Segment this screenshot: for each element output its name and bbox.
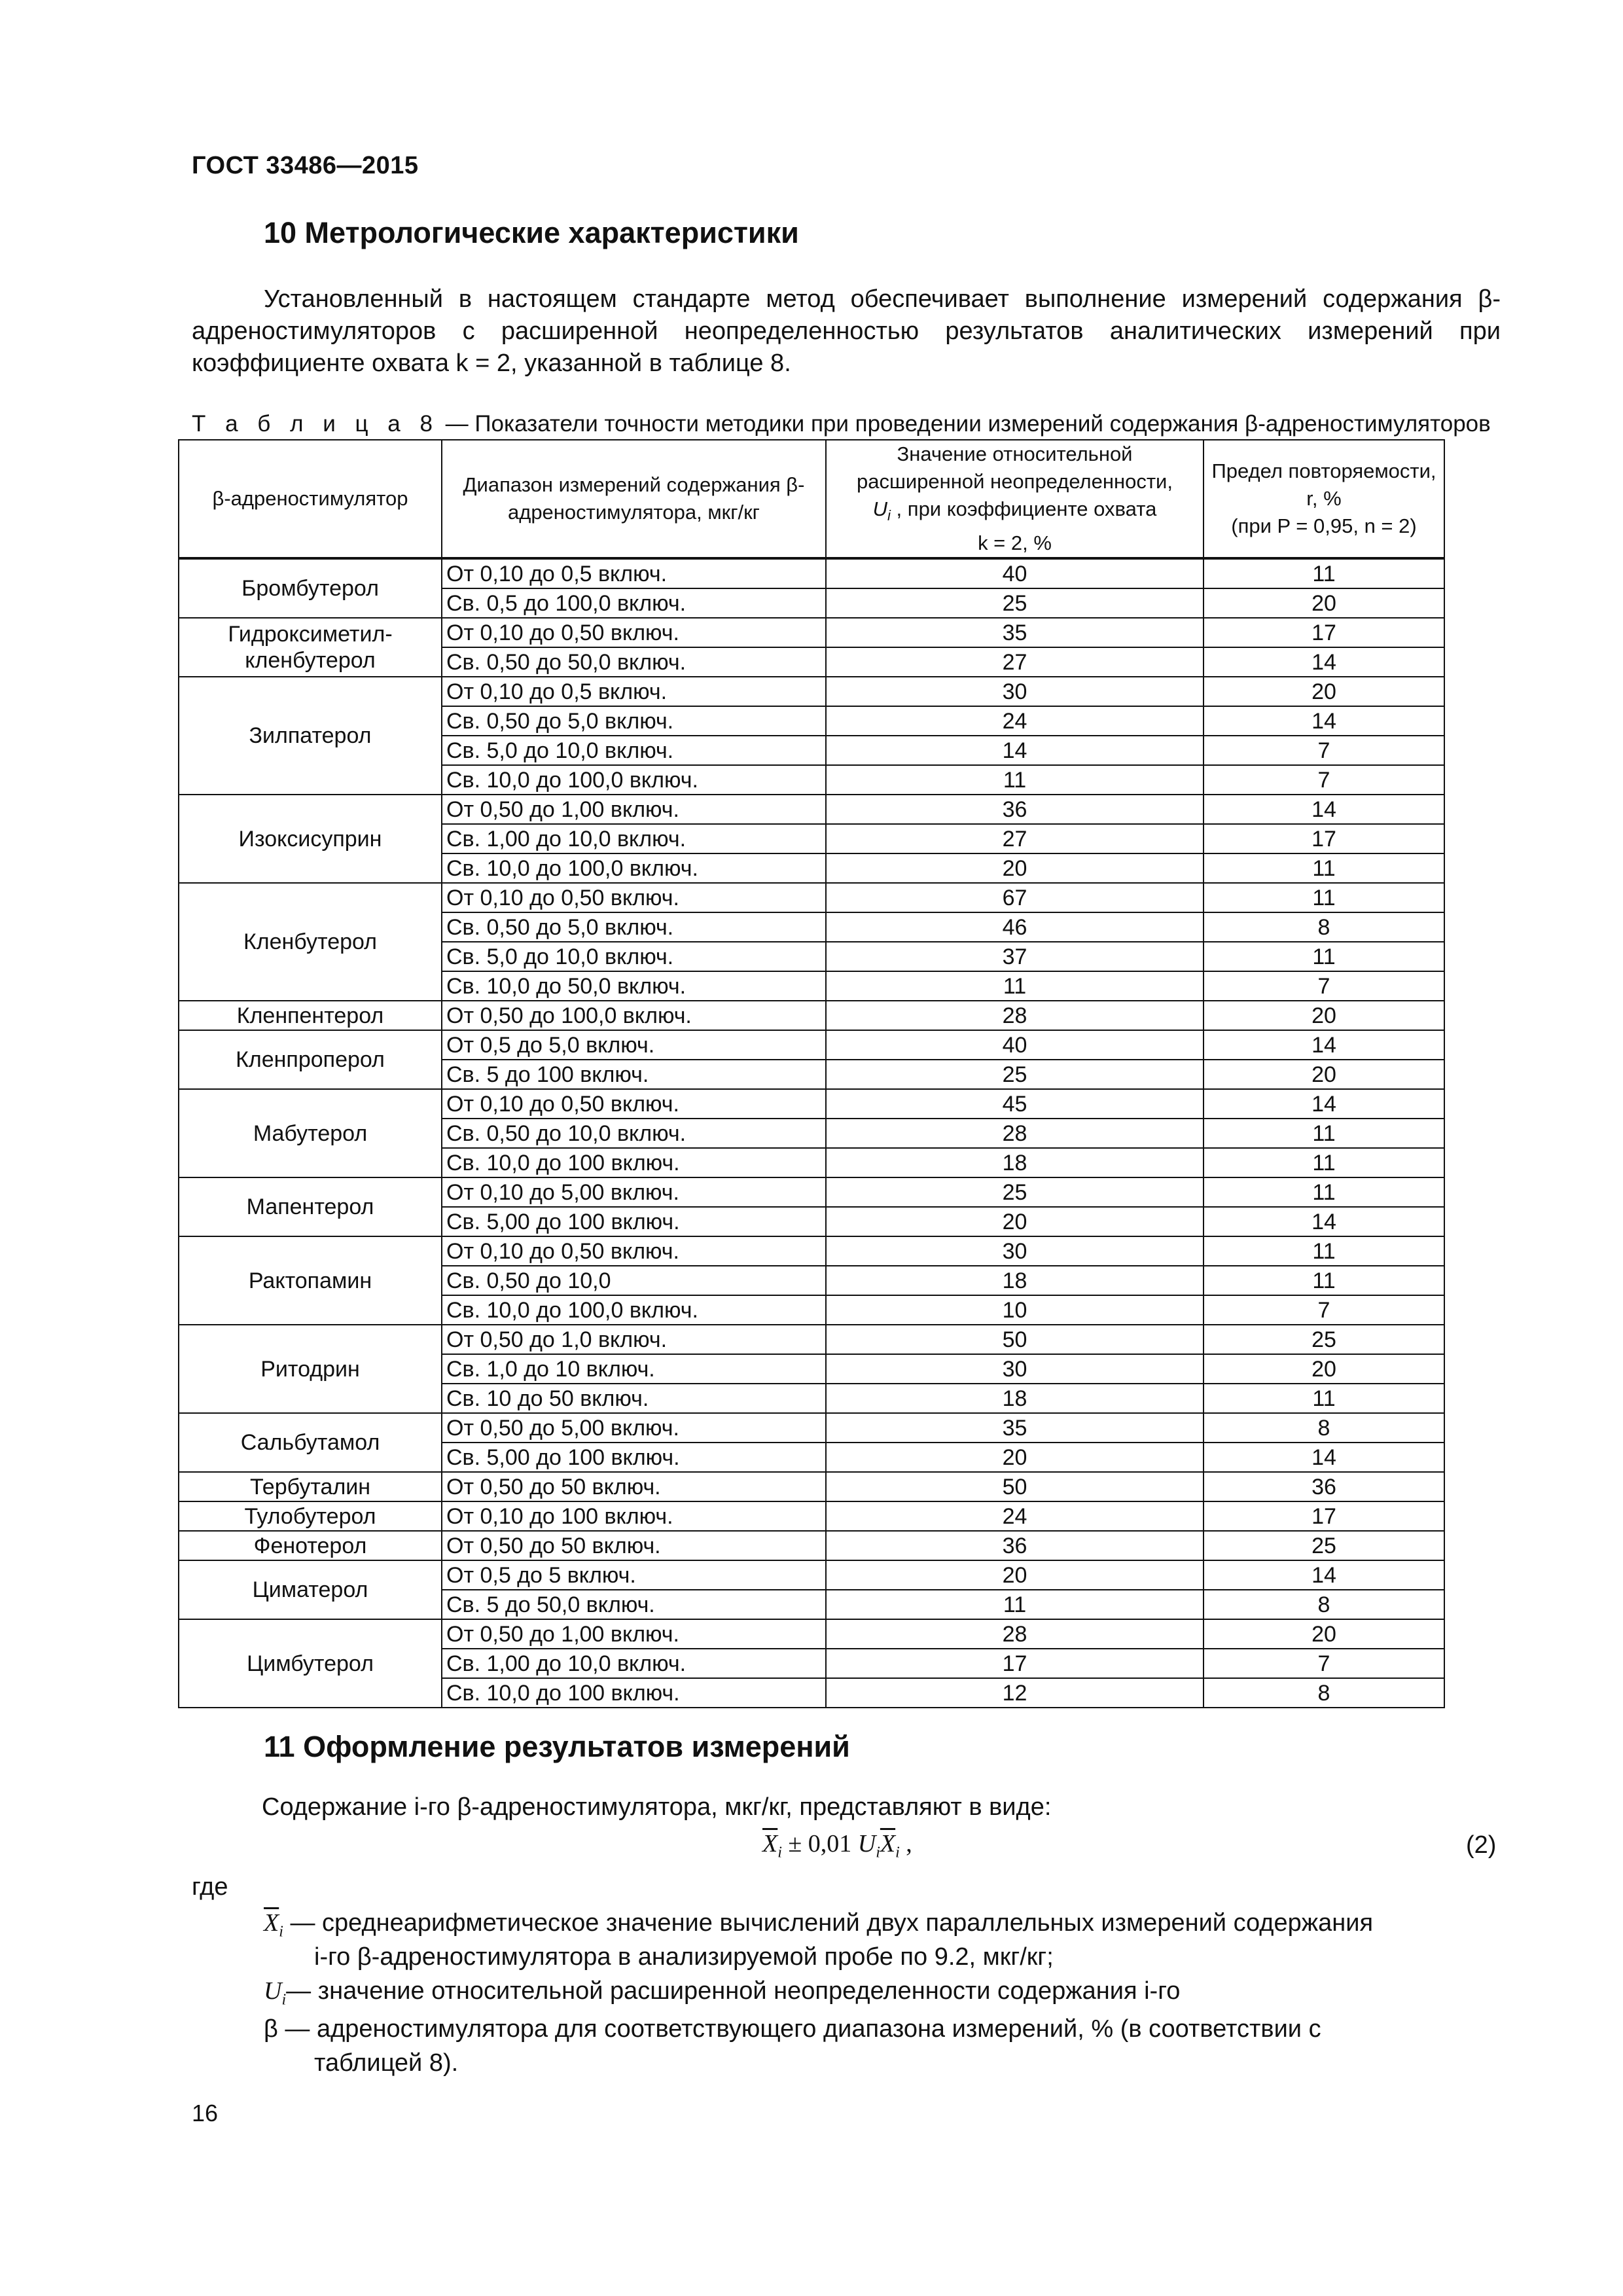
table-8 xyxy=(178,439,1445,1708)
table-row xyxy=(179,1619,1444,1649)
uncertainty-value: 27 xyxy=(826,824,1204,853)
measurement-range: Св. 5 до 50,0 включ. xyxy=(442,1590,826,1619)
repeatability-value: 11 xyxy=(1204,1119,1444,1148)
repeatability-value: 25 xyxy=(1204,1325,1444,1354)
agonist-name: Бромбутерол xyxy=(179,558,442,618)
measurement-range: Св. 10,0 до 50,0 включ. xyxy=(442,971,826,1001)
table-row xyxy=(179,1089,1444,1119)
table-row xyxy=(179,1472,1444,1501)
uncertainty-value: 28 xyxy=(826,1619,1204,1649)
formula-u-sub: i xyxy=(876,1844,880,1861)
measurement-range: Св. 1,00 до 10,0 включ. xyxy=(442,1649,826,1678)
header-uncertainty-line1: Значение относительной расширенной неопределенности, xyxy=(857,442,1173,493)
measurement-range: Св. 0,50 до 5,0 включ. xyxy=(442,912,826,942)
def-u-sub: i xyxy=(281,1991,287,2009)
table-row xyxy=(179,1177,1444,1207)
agonist-name: Кленбутерол xyxy=(179,883,442,1001)
agonist-name: Циматерол xyxy=(179,1560,442,1619)
repeatability-value: 8 xyxy=(1204,1413,1444,1443)
table-row xyxy=(179,677,1444,706)
measurement-range: Св. 5,0 до 10,0 включ. xyxy=(442,942,826,971)
uncertainty-value: 50 xyxy=(826,1325,1204,1354)
uncertainty-value: 10 xyxy=(826,1295,1204,1325)
uncertainty-value: 35 xyxy=(826,1413,1204,1443)
formula-2 xyxy=(762,1829,912,1862)
measurement-range: Св. 5,00 до 100 включ. xyxy=(442,1443,826,1472)
uncertainty-value: 28 xyxy=(826,1119,1204,1148)
repeatability-value: 11 xyxy=(1204,942,1444,971)
uncertainty-value: 28 xyxy=(826,1001,1204,1030)
def-u-text: — значение относительной расширенной неопределенности содержания i-го xyxy=(286,1977,1181,2005)
table-row xyxy=(179,1001,1444,1030)
repeatability-value: 36 xyxy=(1204,1472,1444,1501)
repeatability-value: 20 xyxy=(1204,1354,1444,1384)
measurement-range: Св. 0,50 до 50,0 включ. xyxy=(442,647,826,677)
measurement-range: От 0,50 до 1,0 включ. xyxy=(442,1325,826,1354)
repeatability-value: 17 xyxy=(1204,618,1444,647)
uncertainty-value: 30 xyxy=(826,677,1204,706)
measurement-range: От 0,10 до 100 включ. xyxy=(442,1501,826,1531)
measurement-range: От 0,10 до 0,5 включ. xyxy=(442,677,826,706)
measurement-range: Св. 10,0 до 100,0 включ. xyxy=(442,853,826,883)
uncertainty-value: 18 xyxy=(826,1148,1204,1177)
header-uncertainty-line3: , при коэффициенте охвата xyxy=(890,497,1157,520)
uncertainty-value: 20 xyxy=(826,1560,1204,1590)
repeatability-value: 8 xyxy=(1204,912,1444,942)
table-row xyxy=(179,1236,1444,1266)
uncertainty-value: 36 xyxy=(826,795,1204,824)
agonist-name: Сальбутамол xyxy=(179,1413,442,1472)
agonist-name: Кленпентерол xyxy=(179,1001,442,1030)
measurement-range: Св. 10,0 до 100,0 включ. xyxy=(442,765,826,795)
measurement-range: От 0,10 до 0,50 включ. xyxy=(442,883,826,912)
repeatability-value: 14 xyxy=(1204,1030,1444,1060)
definition-u xyxy=(264,1974,1180,2017)
uncertainty-value: 20 xyxy=(826,1443,1204,1472)
uncertainty-value: 17 xyxy=(826,1649,1204,1678)
table-row xyxy=(179,618,1444,647)
uncertainty-value: 67 xyxy=(826,883,1204,912)
header-uncertainty-line4: k = 2, % xyxy=(978,531,1052,555)
formula-middle: ± 0,01 xyxy=(781,1830,858,1857)
measurement-range: Св. 10,0 до 100,0 включ. xyxy=(442,1295,826,1325)
page-number: 16 xyxy=(192,2100,219,2126)
measurement-range: Св. 0,50 до 10,0 xyxy=(442,1266,826,1295)
agonist-name: Кленпроперол xyxy=(179,1030,442,1089)
definition-beta-cont: таблицей 8). xyxy=(314,2049,459,2077)
header-uncertainty xyxy=(826,440,1204,558)
repeatability-value: 17 xyxy=(1204,1501,1444,1531)
repeatability-value: 20 xyxy=(1204,1001,1444,1030)
repeatability-value: 20 xyxy=(1204,677,1444,706)
measurement-range: От 0,10 до 0,5 включ. xyxy=(442,558,826,588)
header-repeatability-line1: Предел повторяемости, r, % xyxy=(1211,459,1436,511)
repeatability-value: 11 xyxy=(1204,558,1444,588)
measurement-range: Св. 0,50 до 5,0 включ. xyxy=(442,706,826,736)
table-row xyxy=(179,1531,1444,1560)
uncertainty-value: 24 xyxy=(826,1501,1204,1531)
table-row xyxy=(179,1030,1444,1060)
where-label: где xyxy=(192,1873,228,1901)
measurement-range: От 0,5 до 5,0 включ. xyxy=(442,1030,826,1060)
measurement-range: От 0,50 до 50 включ. xyxy=(442,1531,826,1560)
repeatability-value: 20 xyxy=(1204,588,1444,618)
repeatability-value: 8 xyxy=(1204,1590,1444,1619)
measurement-range: От 0,5 до 5 включ. xyxy=(442,1560,826,1590)
repeatability-value: 11 xyxy=(1204,1148,1444,1177)
measurement-range: Св. 1,0 до 10 включ. xyxy=(442,1354,826,1384)
repeatability-value: 14 xyxy=(1204,1089,1444,1119)
repeatability-value: 11 xyxy=(1204,853,1444,883)
agonist-name: Рактопамин xyxy=(179,1236,442,1325)
measurement-range: От 0,10 до 0,50 включ. xyxy=(442,1236,826,1266)
header-repeatability xyxy=(1204,440,1444,558)
repeatability-value: 14 xyxy=(1204,1560,1444,1590)
repeatability-value: 7 xyxy=(1204,1649,1444,1678)
header-u-sub: i xyxy=(887,507,891,524)
repeatability-value: 14 xyxy=(1204,795,1444,824)
section-10-paragraph xyxy=(192,283,1501,380)
definition-beta xyxy=(264,2012,1321,2046)
def-u-symbol: U xyxy=(264,1977,282,2005)
repeatability-value: 20 xyxy=(1204,1619,1444,1649)
agonist-name: Мабутерол xyxy=(179,1089,442,1177)
measurement-range: От 0,50 до 100,0 включ. xyxy=(442,1001,826,1030)
table-row xyxy=(179,1501,1444,1531)
uncertainty-value: 35 xyxy=(826,618,1204,647)
repeatability-value: 14 xyxy=(1204,706,1444,736)
agonist-name: Мапентерол xyxy=(179,1177,442,1236)
header-u-symbol: U xyxy=(872,497,888,520)
uncertainty-value: 25 xyxy=(826,1177,1204,1207)
measurement-range: От 0,10 до 0,50 включ. xyxy=(442,1089,826,1119)
repeatability-value: 25 xyxy=(1204,1531,1444,1560)
table-header-row xyxy=(179,440,1444,558)
measurement-range: Св. 1,00 до 10,0 включ. xyxy=(442,824,826,853)
header-agonist: β-адреностимулятор xyxy=(179,440,442,558)
repeatability-value: 8 xyxy=(1204,1678,1444,1708)
uncertainty-value: 11 xyxy=(826,765,1204,795)
paragraph-text: Установленный в настоящем стандарте метод обеспечивает выполнение измерений содержания β-адреностимуляторов с расширенной неопределенностью результатов аналитических измерений при коэффициенте охвата k = 2, указанной в таблице 8. xyxy=(192,285,1501,377)
uncertainty-value: 20 xyxy=(826,1207,1204,1236)
uncertainty-value: 11 xyxy=(826,1590,1204,1619)
uncertainty-value: 36 xyxy=(826,1531,1204,1560)
formula-x2-sub: i xyxy=(895,1844,900,1861)
table-body xyxy=(179,558,1444,1708)
agonist-name: Тулобутерол xyxy=(179,1501,442,1531)
section-10-heading: 10 Метрологические характеристики xyxy=(264,216,799,249)
table-row xyxy=(179,883,1444,912)
measurement-range: От 0,50 до 5,00 включ. xyxy=(442,1413,826,1443)
table-caption-label: Т а б л и ц а 8 xyxy=(192,411,439,437)
uncertainty-value: 18 xyxy=(826,1266,1204,1295)
def-x-sub: i xyxy=(279,1923,283,1941)
formula-x-bar: $\overline{X}$ xyxy=(762,1830,778,1857)
repeatability-value: 11 xyxy=(1204,1266,1444,1295)
repeatability-value: 7 xyxy=(1204,971,1444,1001)
uncertainty-value: 46 xyxy=(826,912,1204,942)
uncertainty-value: 24 xyxy=(826,706,1204,736)
table-row xyxy=(179,795,1444,824)
repeatability-value: 7 xyxy=(1204,765,1444,795)
def-x-symbol: $\overline{X}$ xyxy=(264,1909,279,1937)
repeatability-value: 14 xyxy=(1204,1443,1444,1472)
uncertainty-value: 30 xyxy=(826,1354,1204,1384)
uncertainty-value: 20 xyxy=(826,853,1204,883)
measurement-range: От 0,10 до 5,00 включ. xyxy=(442,1177,826,1207)
table-8-caption xyxy=(192,411,1491,437)
measurement-range: Св. 0,50 до 10,0 включ. xyxy=(442,1119,826,1148)
agonist-name: Тербуталин xyxy=(179,1472,442,1501)
repeatability-value: 20 xyxy=(1204,1060,1444,1089)
table-row xyxy=(179,558,1444,588)
measurement-range: Св. 5,0 до 10,0 включ. xyxy=(442,736,826,765)
table-caption-text: — Показатели точности методики при проведении измерений содержания β-адреностимуляторов xyxy=(438,411,1491,437)
repeatability-value: 17 xyxy=(1204,824,1444,853)
uncertainty-value: 40 xyxy=(826,558,1204,588)
measurement-range: От 0,10 до 0,50 включ. xyxy=(442,618,826,647)
measurement-range: Св. 5,00 до 100 включ. xyxy=(442,1207,826,1236)
uncertainty-value: 30 xyxy=(826,1236,1204,1266)
measurement-range: Св. 10,0 до 100 включ. xyxy=(442,1148,826,1177)
section-11-intro: Содержание i-го β-адреностимулятора, мкг/кг, представляют в виде: xyxy=(262,1793,1052,1821)
repeatability-value: 7 xyxy=(1204,1295,1444,1325)
measurement-range: От 0,50 до 50 включ. xyxy=(442,1472,826,1501)
measurement-range: Св. 10,0 до 100 включ. xyxy=(442,1678,826,1708)
uncertainty-value: 25 xyxy=(826,588,1204,618)
agonist-name: Фенотерол xyxy=(179,1531,442,1560)
measurement-range: Св. 5 до 100 включ. xyxy=(442,1060,826,1089)
repeatability-value: 7 xyxy=(1204,736,1444,765)
uncertainty-value: 18 xyxy=(826,1384,1204,1413)
measurement-range: От 0,50 до 1,00 включ. xyxy=(442,1619,826,1649)
uncertainty-value: 27 xyxy=(826,647,1204,677)
uncertainty-value: 40 xyxy=(826,1030,1204,1060)
definition-x-cont: i-го β-адреностимулятора в анализируемой пробе по 9.2, мкг/кг; xyxy=(314,1943,1054,1971)
uncertainty-value: 14 xyxy=(826,736,1204,765)
uncertainty-value: 25 xyxy=(826,1060,1204,1089)
document-code: ГОСТ 33486—2015 xyxy=(192,152,419,179)
repeatability-value: 11 xyxy=(1204,883,1444,912)
uncertainty-value: 50 xyxy=(826,1472,1204,1501)
uncertainty-value: 12 xyxy=(826,1678,1204,1708)
formula-tail: , xyxy=(899,1830,912,1857)
agonist-name: Гидроксиметил-кленбутерол xyxy=(179,618,442,677)
agonist-name: Ритодрин xyxy=(179,1325,442,1413)
equation-number: (2) xyxy=(1466,1831,1497,1859)
formula-u: U xyxy=(857,1830,876,1857)
repeatability-value: 14 xyxy=(1204,647,1444,677)
agonist-name: Зилпатерол xyxy=(179,677,442,795)
repeatability-value: 11 xyxy=(1204,1384,1444,1413)
table-row xyxy=(179,1560,1444,1590)
header-range: Диапазон измерений содержания β-адреностимулятора, мкг/кг xyxy=(442,440,826,558)
def-beta-text: — адреностимулятора для соответствующего диапазона измерений, % (в соответствии с xyxy=(277,2015,1321,2043)
uncertainty-value: 45 xyxy=(826,1089,1204,1119)
measurement-range: Св. 10 до 50 включ. xyxy=(442,1384,826,1413)
agonist-name: Цимбутерол xyxy=(179,1619,442,1708)
uncertainty-value: 11 xyxy=(826,971,1204,1001)
def-beta-symbol: β xyxy=(264,2015,278,2043)
table-row xyxy=(179,1413,1444,1443)
uncertainty-value: 37 xyxy=(826,942,1204,971)
def-x-text: — среднеарифметическое значение вычислений двух параллельных измерений содержания xyxy=(290,1909,1374,1937)
measurement-range: Св. 0,5 до 100,0 включ. xyxy=(442,588,826,618)
repeatability-value: 14 xyxy=(1204,1207,1444,1236)
measurement-range: От 0,50 до 1,00 включ. xyxy=(442,795,826,824)
formula-x-sub: i xyxy=(777,1844,782,1861)
header-repeatability-line2: (при P = 0,95, n = 2) xyxy=(1231,514,1417,538)
formula-x-bar-2: $\overline{X}$ xyxy=(880,1830,896,1857)
table-row xyxy=(179,1325,1444,1354)
section-11-heading: 11 Оформление результатов измерений xyxy=(264,1730,850,1763)
repeatability-value: 11 xyxy=(1204,1236,1444,1266)
repeatability-value: 11 xyxy=(1204,1177,1444,1207)
agonist-name: Изоксисуприн xyxy=(179,795,442,883)
